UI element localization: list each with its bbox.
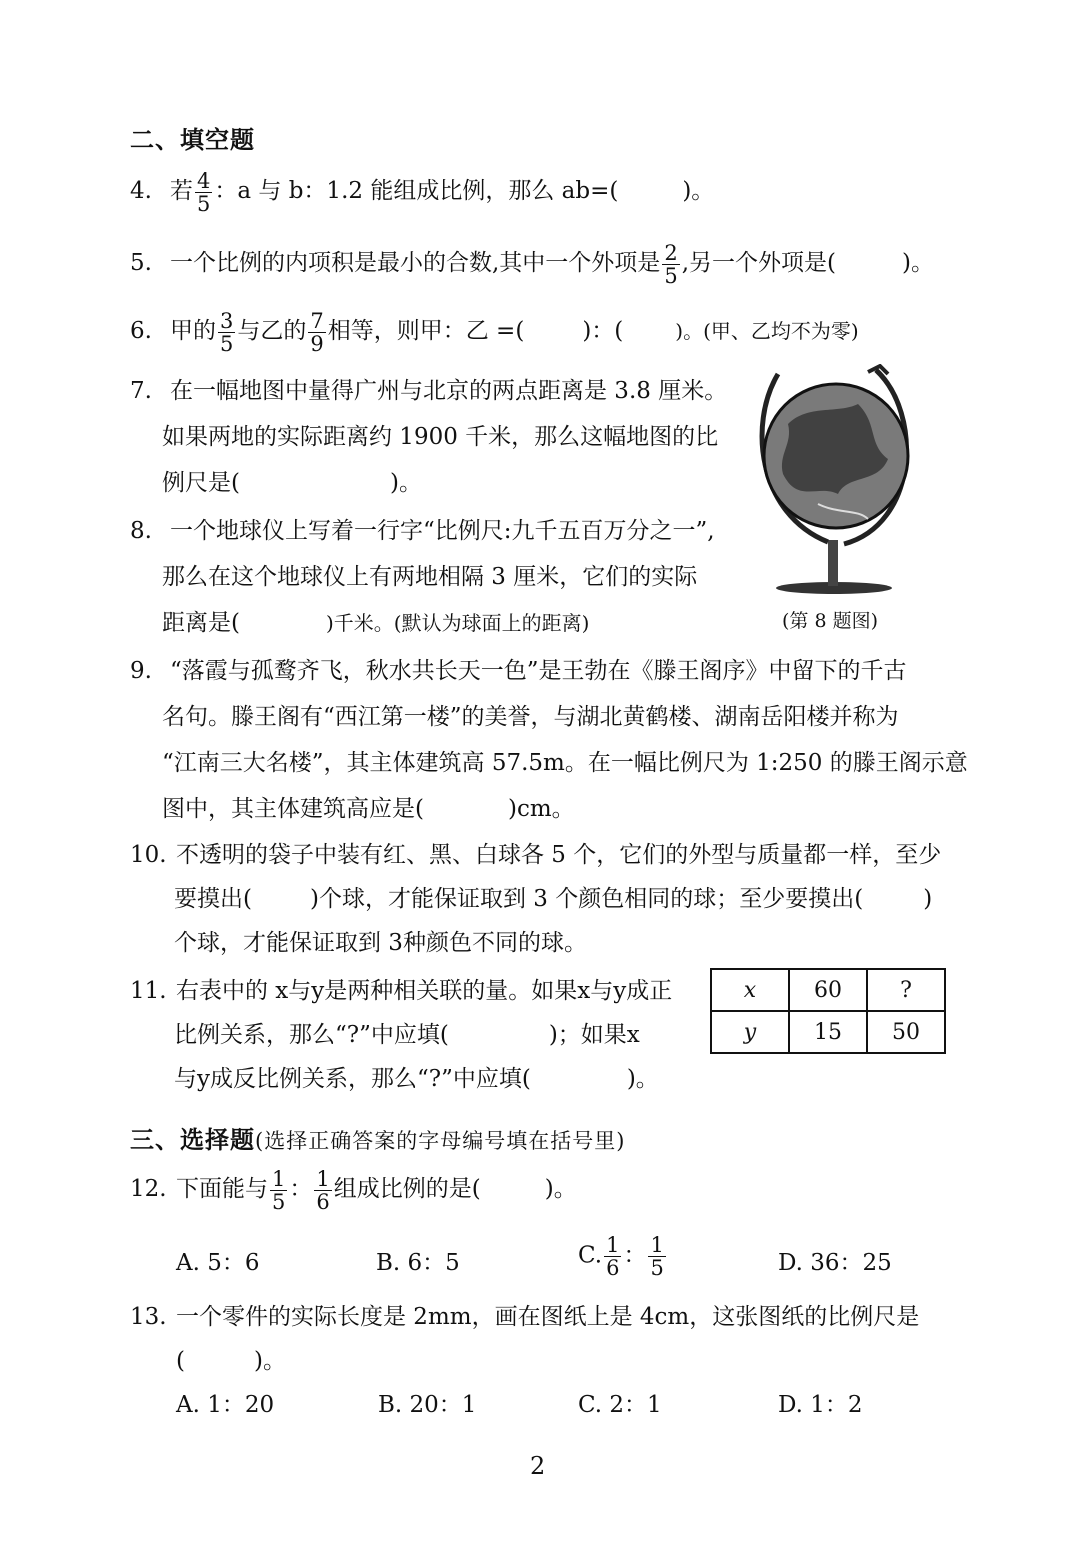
question-text: 相等，则甲：乙 =( — [327, 318, 525, 344]
table-cell: 50 — [867, 1011, 945, 1053]
question-text: 右表中的 x与y是两种相关联的量。如果x与y成正 — [176, 978, 673, 1004]
question-number: 6. — [130, 318, 152, 344]
question-11-line-2 — [174, 1012, 640, 1058]
denominator: 9 — [310, 331, 324, 356]
question-text: ) — [923, 886, 933, 912]
denominator: 5 — [650, 1256, 664, 1280]
question-text: “落霞与孤鹜齐飞，秋水共长天一色”是王勃在《滕王阁序》中留下的千古 — [170, 658, 907, 684]
question-text: 甲的 — [170, 318, 216, 344]
question-text: 比例关系，那么“?”中应填( — [174, 1022, 449, 1048]
question-number: 13. — [130, 1304, 167, 1330]
section-note: (选择正确答案的字母编号填在括号里) — [255, 1129, 626, 1153]
denominator: 5 — [197, 191, 211, 216]
table-cell: 60 — [789, 969, 867, 1011]
numerator: 1 — [650, 1233, 664, 1257]
page-number: 2 — [530, 1452, 546, 1480]
question-number: 12. — [130, 1176, 167, 1202]
question-7-line-3 — [162, 460, 422, 506]
question-13 — [130, 1294, 919, 1340]
numerator: 7 — [310, 308, 324, 333]
fraction — [604, 1234, 621, 1279]
numerator: 1 — [316, 1166, 330, 1191]
table-cell: x — [711, 969, 789, 1011]
fraction — [648, 1234, 665, 1279]
question-7 — [130, 368, 727, 414]
denominator: 5 — [220, 331, 234, 356]
question-10-line-3: 个球，才能保证取到 3种颜色不同的球。 — [174, 930, 587, 956]
option-d[interactable]: D. 36：25 — [778, 1250, 892, 1276]
question-text: )。 — [901, 250, 934, 276]
question-text: )。 — [626, 1066, 659, 1092]
question-text: )个球，才能保证取到 3 个颜色相同的球；至少要摸出( — [309, 886, 864, 912]
question-12 — [130, 1166, 577, 1213]
globe-stand — [828, 540, 838, 586]
denominator: 5 — [664, 263, 678, 288]
fraction — [270, 1168, 287, 1213]
question-text: 下面能与 — [176, 1176, 268, 1202]
question-number: 4. — [130, 178, 152, 204]
xy-table — [710, 968, 946, 1054]
option-d[interactable]: D. 1：2 — [778, 1392, 863, 1418]
question-text: )。 — [682, 178, 715, 204]
numerator: 1 — [272, 1166, 286, 1191]
globe-figure — [748, 364, 928, 596]
question-text: ： — [289, 1176, 313, 1202]
question-text: 一个地球仪上写着一行字“比例尺:九千五百万分之一”, — [170, 518, 715, 544]
option-c[interactable] — [578, 1234, 668, 1279]
numerator: 4 — [197, 168, 211, 193]
question-text: 组成比例的是( — [333, 1176, 481, 1202]
question-number: 8. — [130, 518, 152, 544]
question-text: ,另一个外项是( — [681, 250, 836, 276]
question-number: 9. — [130, 658, 152, 684]
fraction — [195, 170, 212, 215]
table-cell: 15 — [789, 1011, 867, 1053]
denominator: 6 — [606, 1256, 620, 1280]
table-row — [711, 969, 945, 1011]
question-11 — [130, 968, 672, 1014]
question-number: 5. — [130, 250, 152, 276]
question-8 — [130, 508, 715, 554]
question-8-line-2: 那么在这个地球仪上有两地相隔 3 厘米，它们的实际 — [162, 564, 698, 590]
question-text: 在一幅地图中量得广州与北京的两点距离是 3.8 厘米。 — [170, 378, 728, 404]
question-text: )；如果x — [548, 1022, 640, 1048]
question-9-line-4 — [162, 786, 575, 832]
question-text: 一个比例的内项积是最小的合数,其中一个外项是 — [170, 250, 661, 276]
question-text: )。(甲、乙均不为零) — [675, 319, 859, 343]
question-11-line-3 — [174, 1056, 659, 1102]
question-9-line-2: 名句。滕王阁有“西江第一楼”的美誉，与湖北黄鹤楼、湖南岳阳楼并称为 — [162, 704, 899, 730]
question-7-line-2: 如果两地的实际距离约 1900 千米，那么这幅地图的比 — [162, 424, 719, 450]
numerator: 1 — [606, 1233, 620, 1257]
question-number: 7. — [130, 378, 152, 404]
question-text: )。 — [544, 1176, 577, 1202]
option-a[interactable]: A. 1：20 — [176, 1392, 275, 1418]
question-9 — [130, 648, 907, 694]
option-b[interactable]: B. 20：1 — [378, 1392, 477, 1418]
question-9-line-3: “江南三大名楼”，其主体建筑高 57.5m。在一幅比例尺为 1:250 的滕王阁示意 — [162, 750, 968, 776]
question-10-line-2 — [174, 876, 932, 922]
question-text: )：( — [582, 318, 624, 344]
option-label: C. — [578, 1242, 603, 1269]
option-a[interactable]: A. 5：6 — [176, 1250, 260, 1276]
question-text: 距离是( — [162, 610, 240, 636]
question-4 — [130, 168, 714, 215]
section-title-text: 三、选择题 — [130, 1126, 255, 1154]
question-text: ：a 与 b：1.2 能组成比例，那么 ab=( — [214, 178, 619, 204]
question-text: 例尺是( — [162, 470, 240, 496]
question-text: 一个零件的实际长度是 2mm，画在图纸上是 4cm，这张图纸的比例尺是 — [176, 1304, 920, 1330]
figure-caption: (第 8 题图) — [782, 610, 878, 632]
question-text: 与y成反比例关系，那么“?”中应填( — [174, 1066, 531, 1092]
option-c[interactable]: C. 2：1 — [578, 1392, 662, 1418]
question-text: 不透明的袋子中装有红、黑、白球各 5 个，它们的外型与质量都一样，至少 — [176, 842, 942, 868]
option-text: ： — [623, 1242, 647, 1269]
table-cell: ? — [867, 969, 945, 1011]
question-number: 11. — [130, 978, 167, 1004]
question-8-line-3 — [162, 600, 589, 646]
option-b[interactable]: B. 6：5 — [376, 1250, 460, 1276]
question-text: 图中，其主体建筑高应是( — [162, 796, 424, 822]
question-text: )cm。 — [507, 796, 575, 822]
fraction — [662, 242, 679, 287]
section-title-fill-in: 二、填空题 — [130, 126, 255, 154]
denominator: 6 — [316, 1189, 330, 1214]
question-13-line-2[interactable]: ( )。 — [176, 1348, 286, 1374]
denominator: 5 — [272, 1189, 286, 1214]
question-text: )。 — [389, 470, 422, 496]
question-text: )千米。(默认为球面上的距离) — [325, 611, 590, 635]
fraction — [218, 310, 235, 355]
fraction — [314, 1168, 331, 1213]
question-10 — [130, 832, 941, 878]
fraction — [308, 310, 325, 355]
question-number: 10. — [130, 842, 167, 868]
numerator: 3 — [220, 308, 234, 333]
question-text: 若 — [170, 178, 193, 204]
question-text: 要摸出( — [174, 886, 252, 912]
question-text: 与乙的 — [237, 318, 307, 344]
question-5 — [130, 240, 934, 287]
section-title-choice — [130, 1120, 625, 1155]
table-row — [711, 1011, 945, 1053]
table-cell: y — [711, 1011, 789, 1053]
numerator: 2 — [664, 240, 678, 265]
question-6 — [130, 308, 859, 355]
